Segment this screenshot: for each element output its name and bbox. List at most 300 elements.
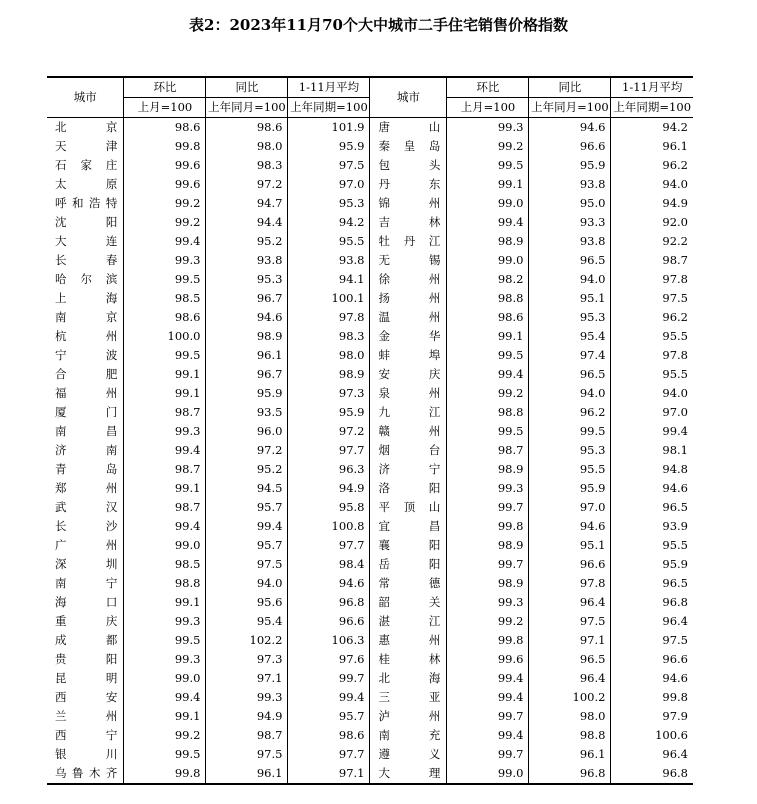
cell-avg-left: 94.9 <box>288 479 370 498</box>
cell-city-right: 常德 <box>370 574 447 593</box>
table-row <box>47 536 693 555</box>
header-mom-base-left: 上月=100 <box>124 98 206 118</box>
cell-city-left: 青岛 <box>55 462 118 476</box>
cell-mom-left: 99.3 <box>124 251 206 270</box>
cell-mom-left: 99.6 <box>124 156 206 175</box>
cell-avg-left: 95.7 <box>288 707 370 726</box>
cell-mom-left: 99.1 <box>124 365 206 384</box>
cell-yoy-right: 96.5 <box>529 251 611 270</box>
header-yoy-base-left: 上年同月=100 <box>206 98 288 118</box>
cell-city-right: 吉林 <box>370 213 447 232</box>
table-row <box>47 270 693 289</box>
cell-mom-left: 98.5 <box>124 555 206 574</box>
cell-city-left: 大连 <box>55 234 118 248</box>
cell-city-left: 济南 <box>55 443 118 457</box>
cell-city-left: 武汉 <box>55 500 118 514</box>
cell-yoy-right: 98.8 <box>529 726 611 745</box>
cell-mom-left: 99.5 <box>124 631 206 650</box>
cell-avg-left: 98.9 <box>288 365 370 384</box>
cell-yoy-left: 94.7 <box>206 194 288 213</box>
cell-yoy-right: 95.3 <box>529 441 611 460</box>
cell-mom-left: 99.4 <box>124 517 206 536</box>
cell-yoy-right: 94.6 <box>529 118 611 138</box>
cell-avg-left: 97.6 <box>288 650 370 669</box>
cell-mom-right: 99.2 <box>447 612 529 631</box>
cell-city-right: 扬州 <box>370 289 447 308</box>
table-row <box>47 726 693 745</box>
cell-yoy-left: 97.2 <box>206 441 288 460</box>
cell-yoy-left: 97.2 <box>206 175 288 194</box>
cell-mom-left: 98.6 <box>124 118 206 138</box>
cell-city-left: 天津 <box>55 139 118 153</box>
header-avg-base-left: 上年同期=100 <box>288 98 370 118</box>
cell-city-right: 金华 <box>370 327 447 346</box>
cell-city-left: 上海 <box>55 291 118 305</box>
cell-avg-right: 94.0 <box>611 384 693 403</box>
table-row <box>47 650 693 669</box>
cell-avg-left: 95.3 <box>288 194 370 213</box>
cell-mom-right: 99.5 <box>447 156 529 175</box>
cell-city-left: 广州 <box>55 538 118 552</box>
cell-mom-right: 99.7 <box>447 498 529 517</box>
cell-yoy-left: 102.2 <box>206 631 288 650</box>
cell-avg-left: 97.1 <box>288 764 370 784</box>
cell-avg-right: 97.8 <box>611 270 693 289</box>
cell-yoy-left: 96.0 <box>206 422 288 441</box>
cell-city-right: 桂林 <box>370 650 447 669</box>
cell-city-right: 蚌埠 <box>370 346 447 365</box>
cell-yoy-left: 95.2 <box>206 232 288 251</box>
cell-avg-right: 96.5 <box>611 498 693 517</box>
cell-avg-right: 96.5 <box>611 574 693 593</box>
table-row <box>47 289 693 308</box>
cell-avg-right: 95.5 <box>611 327 693 346</box>
cell-city-left: 西宁 <box>55 728 118 742</box>
cell-yoy-left: 94.6 <box>206 308 288 327</box>
cell-avg-right: 94.6 <box>611 669 693 688</box>
cell-mom-right: 99.7 <box>447 707 529 726</box>
cell-mom-right: 99.4 <box>447 669 529 688</box>
cell-mom-right: 99.1 <box>447 327 529 346</box>
cell-yoy-right: 95.4 <box>529 327 611 346</box>
cell-yoy-right: 96.4 <box>529 669 611 688</box>
price-index-table <box>47 76 693 785</box>
cell-yoy-right: 95.5 <box>529 460 611 479</box>
cell-yoy-left: 97.1 <box>206 669 288 688</box>
cell-mom-left: 99.0 <box>124 536 206 555</box>
cell-yoy-right: 93.8 <box>529 175 611 194</box>
cell-mom-right: 99.6 <box>447 650 529 669</box>
table-row <box>47 574 693 593</box>
table-row <box>47 669 693 688</box>
cell-yoy-right: 93.8 <box>529 232 611 251</box>
cell-avg-right: 96.2 <box>611 308 693 327</box>
cell-avg-right: 92.2 <box>611 232 693 251</box>
cell-yoy-left: 96.1 <box>206 764 288 784</box>
header-yoy-base-right: 上年同月=100 <box>529 98 611 118</box>
cell-yoy-left: 97.5 <box>206 745 288 764</box>
cell-mom-left: 99.8 <box>124 137 206 156</box>
cell-avg-right: 96.8 <box>611 593 693 612</box>
cell-mom-left: 99.5 <box>124 270 206 289</box>
table-row <box>47 422 693 441</box>
cell-city-right: 丹东 <box>370 175 447 194</box>
cell-avg-left: 96.6 <box>288 612 370 631</box>
cell-yoy-right: 94.6 <box>529 517 611 536</box>
cell-avg-left: 101.9 <box>288 118 370 138</box>
cell-city-right: 洛阳 <box>370 479 447 498</box>
cell-avg-left: 94.1 <box>288 270 370 289</box>
cell-mom-left: 99.4 <box>124 441 206 460</box>
cell-avg-left: 99.4 <box>288 688 370 707</box>
cell-yoy-right: 96.4 <box>529 593 611 612</box>
cell-yoy-left: 98.7 <box>206 726 288 745</box>
cell-avg-left: 98.6 <box>288 726 370 745</box>
cell-city-right: 泉州 <box>370 384 447 403</box>
cell-avg-right: 97.5 <box>611 631 693 650</box>
cell-yoy-left: 95.7 <box>206 498 288 517</box>
cell-avg-left: 97.3 <box>288 384 370 403</box>
cell-yoy-left: 94.5 <box>206 479 288 498</box>
cell-yoy-right: 95.1 <box>529 289 611 308</box>
cell-avg-right: 96.4 <box>611 745 693 764</box>
table-row <box>47 593 693 612</box>
cell-yoy-right: 97.0 <box>529 498 611 517</box>
cell-yoy-right: 94.0 <box>529 270 611 289</box>
cell-city-left: 长沙 <box>55 519 118 533</box>
table-row <box>47 517 693 536</box>
cell-avg-right: 94.0 <box>611 175 693 194</box>
cell-avg-right: 94.6 <box>611 479 693 498</box>
cell-city-left: 合肥 <box>55 367 118 381</box>
cell-mom-left: 98.6 <box>124 308 206 327</box>
table-row <box>47 194 693 213</box>
cell-mom-left: 99.1 <box>124 707 206 726</box>
cell-avg-left: 97.5 <box>288 156 370 175</box>
cell-yoy-left: 94.9 <box>206 707 288 726</box>
cell-avg-right: 96.6 <box>611 650 693 669</box>
cell-mom-left: 99.1 <box>124 593 206 612</box>
table-row <box>47 346 693 365</box>
cell-yoy-left: 95.7 <box>206 536 288 555</box>
cell-mom-left: 99.5 <box>124 745 206 764</box>
cell-mom-right: 99.2 <box>447 137 529 156</box>
cell-city-left: 杭州 <box>55 329 118 343</box>
cell-avg-left: 97.8 <box>288 308 370 327</box>
cell-city-left: 郑州 <box>55 481 118 495</box>
cell-city-right: 北海 <box>370 669 447 688</box>
cell-avg-left: 106.3 <box>288 631 370 650</box>
cell-mom-right: 99.7 <box>447 555 529 574</box>
cell-mom-left: 99.5 <box>124 346 206 365</box>
cell-avg-left: 100.1 <box>288 289 370 308</box>
header-avg-right: 1-11月平均 <box>611 77 693 98</box>
cell-mom-left: 99.4 <box>124 232 206 251</box>
cell-yoy-left: 96.7 <box>206 289 288 308</box>
cell-city-right: 南充 <box>370 726 447 745</box>
cell-city-left: 银川 <box>55 747 118 761</box>
cell-mom-right: 99.0 <box>447 194 529 213</box>
cell-yoy-right: 93.3 <box>529 213 611 232</box>
cell-mom-right: 99.4 <box>447 213 529 232</box>
cell-yoy-right: 97.8 <box>529 574 611 593</box>
table-row <box>47 175 693 194</box>
cell-avg-left: 96.8 <box>288 593 370 612</box>
cell-mom-right: 99.4 <box>447 688 529 707</box>
cell-yoy-left: 98.0 <box>206 137 288 156</box>
cell-avg-right: 93.9 <box>611 517 693 536</box>
cell-city-left: 兰州 <box>55 709 118 723</box>
table-row <box>47 403 693 422</box>
cell-avg-right: 94.9 <box>611 194 693 213</box>
cell-mom-right: 98.8 <box>447 289 529 308</box>
cell-avg-left: 94.2 <box>288 213 370 232</box>
cell-yoy-left: 98.9 <box>206 327 288 346</box>
cell-mom-right: 99.7 <box>447 745 529 764</box>
cell-mom-right: 98.6 <box>447 308 529 327</box>
table-row <box>47 745 693 764</box>
cell-city-right: 平顶山 <box>370 498 447 517</box>
table-row <box>47 479 693 498</box>
cell-mom-left: 99.3 <box>124 650 206 669</box>
cell-mom-left: 98.7 <box>124 498 206 517</box>
header-yoy-right: 同比 <box>529 77 611 98</box>
table-row <box>47 327 693 346</box>
cell-yoy-right: 100.2 <box>529 688 611 707</box>
cell-city-left: 北京 <box>55 120 118 134</box>
cell-yoy-left: 93.5 <box>206 403 288 422</box>
cell-avg-right: 96.2 <box>611 156 693 175</box>
cell-yoy-left: 94.4 <box>206 213 288 232</box>
cell-yoy-right: 95.9 <box>529 156 611 175</box>
table-row <box>47 498 693 517</box>
cell-city-right: 惠州 <box>370 631 447 650</box>
cell-city-right: 唐山 <box>370 118 447 138</box>
table-row <box>47 365 693 384</box>
cell-yoy-left: 97.5 <box>206 555 288 574</box>
table-row <box>47 137 693 156</box>
cell-city-right: 宜昌 <box>370 517 447 536</box>
cell-yoy-right: 95.3 <box>529 308 611 327</box>
header-avg-left: 1-11月平均 <box>288 77 370 98</box>
cell-city-left: 福州 <box>55 386 118 400</box>
cell-mom-right: 98.7 <box>447 441 529 460</box>
cell-yoy-right: 96.8 <box>529 764 611 784</box>
cell-avg-left: 97.7 <box>288 441 370 460</box>
cell-mom-left: 100.0 <box>124 327 206 346</box>
cell-avg-left: 97.7 <box>288 536 370 555</box>
cell-mom-right: 99.2 <box>447 384 529 403</box>
cell-yoy-left: 96.7 <box>206 365 288 384</box>
cell-city-left: 贵阳 <box>55 652 118 666</box>
cell-city-right: 赣州 <box>370 422 447 441</box>
cell-avg-right: 95.9 <box>611 555 693 574</box>
cell-avg-left: 98.3 <box>288 327 370 346</box>
cell-yoy-left: 95.9 <box>206 384 288 403</box>
cell-mom-right: 99.4 <box>447 365 529 384</box>
cell-city-left: 南昌 <box>55 424 118 438</box>
cell-mom-left: 98.7 <box>124 460 206 479</box>
cell-avg-left: 94.6 <box>288 574 370 593</box>
cell-mom-right: 99.3 <box>447 118 529 138</box>
table-row <box>47 441 693 460</box>
cell-city-left: 沈阳 <box>55 215 118 229</box>
cell-city-left: 太原 <box>55 177 118 191</box>
cell-avg-right: 99.8 <box>611 688 693 707</box>
cell-city-left: 厦门 <box>55 405 118 419</box>
cell-yoy-left: 99.4 <box>206 517 288 536</box>
cell-city-right: 烟台 <box>370 441 447 460</box>
cell-city-left: 海口 <box>55 595 118 609</box>
cell-mom-right: 99.8 <box>447 517 529 536</box>
header-mom-left: 环比 <box>124 77 206 98</box>
cell-yoy-right: 94.0 <box>529 384 611 403</box>
header-avg-base-right: 上年同期=100 <box>611 98 693 118</box>
cell-mom-right: 99.3 <box>447 479 529 498</box>
cell-avg-left: 97.2 <box>288 422 370 441</box>
cell-mom-right: 98.9 <box>447 460 529 479</box>
cell-city-right: 大理 <box>370 764 447 784</box>
cell-avg-left: 95.5 <box>288 232 370 251</box>
cell-yoy-left: 99.3 <box>206 688 288 707</box>
table-row <box>47 688 693 707</box>
cell-mom-left: 99.2 <box>124 194 206 213</box>
cell-yoy-right: 96.6 <box>529 555 611 574</box>
cell-yoy-left: 96.1 <box>206 346 288 365</box>
header-mom-right: 环比 <box>447 77 529 98</box>
cell-avg-right: 100.6 <box>611 726 693 745</box>
table-row <box>47 156 693 175</box>
cell-avg-right: 99.4 <box>611 422 693 441</box>
table-row <box>47 232 693 251</box>
cell-yoy-right: 98.0 <box>529 707 611 726</box>
cell-yoy-left: 98.6 <box>206 118 288 138</box>
cell-avg-left: 98.0 <box>288 346 370 365</box>
cell-city-right: 遵义 <box>370 745 447 764</box>
cell-mom-left: 98.8 <box>124 574 206 593</box>
cell-avg-left: 95.9 <box>288 403 370 422</box>
cell-mom-right: 98.9 <box>447 536 529 555</box>
table-row <box>47 707 693 726</box>
cell-avg-right: 94.2 <box>611 118 693 138</box>
cell-yoy-right: 97.5 <box>529 612 611 631</box>
cell-yoy-right: 95.0 <box>529 194 611 213</box>
cell-city-left: 长春 <box>55 253 118 267</box>
cell-mom-left: 99.4 <box>124 688 206 707</box>
cell-city-left: 乌鲁木齐 <box>47 764 124 784</box>
table-row <box>47 251 693 270</box>
cell-city-right: 徐州 <box>370 270 447 289</box>
cell-mom-left: 98.5 <box>124 289 206 308</box>
table-row <box>47 384 693 403</box>
cell-avg-left: 95.9 <box>288 137 370 156</box>
cell-city-right: 济宁 <box>370 460 447 479</box>
cell-mom-right: 99.0 <box>447 251 529 270</box>
cell-avg-right: 97.0 <box>611 403 693 422</box>
cell-avg-left: 99.7 <box>288 669 370 688</box>
cell-mom-right: 98.9 <box>447 232 529 251</box>
cell-city-left: 南京 <box>55 310 118 324</box>
cell-city-right: 温州 <box>370 308 447 327</box>
cell-avg-left: 93.8 <box>288 251 370 270</box>
table-title: 表2：2023年11月70个大中城市二手住宅销售价格指数 <box>189 16 568 34</box>
cell-avg-right: 96.8 <box>611 764 693 784</box>
cell-mom-left: 99.3 <box>124 422 206 441</box>
table-row <box>47 631 693 650</box>
cell-yoy-left: 95.2 <box>206 460 288 479</box>
cell-yoy-right: 95.1 <box>529 536 611 555</box>
cell-avg-right: 96.4 <box>611 612 693 631</box>
cell-avg-left: 95.8 <box>288 498 370 517</box>
cell-mom-right: 98.9 <box>447 574 529 593</box>
cell-mom-right: 99.3 <box>447 593 529 612</box>
cell-yoy-left: 95.4 <box>206 612 288 631</box>
cell-avg-left: 96.3 <box>288 460 370 479</box>
cell-avg-right: 95.5 <box>611 536 693 555</box>
cell-yoy-right: 96.5 <box>529 365 611 384</box>
cell-mom-left: 99.8 <box>124 764 206 784</box>
cell-avg-right: 97.5 <box>611 289 693 308</box>
cell-avg-left: 100.8 <box>288 517 370 536</box>
cell-avg-right: 97.8 <box>611 346 693 365</box>
cell-avg-right: 92.0 <box>611 213 693 232</box>
cell-yoy-right: 95.9 <box>529 479 611 498</box>
cell-city-left: 哈尔滨 <box>55 272 118 286</box>
cell-mom-right: 99.8 <box>447 631 529 650</box>
cell-mom-left: 99.1 <box>124 479 206 498</box>
cell-mom-left: 99.6 <box>124 175 206 194</box>
table-row <box>47 308 693 327</box>
cell-city-left: 宁波 <box>55 348 118 362</box>
cell-yoy-right: 99.5 <box>529 422 611 441</box>
cell-mom-left: 99.1 <box>124 384 206 403</box>
cell-city-left: 昆明 <box>55 671 118 685</box>
cell-mom-left: 99.3 <box>124 612 206 631</box>
cell-yoy-right: 96.6 <box>529 137 611 156</box>
cell-yoy-right: 97.1 <box>529 631 611 650</box>
cell-yoy-right: 96.1 <box>529 745 611 764</box>
cell-city-right: 锦州 <box>370 194 447 213</box>
cell-yoy-left: 94.0 <box>206 574 288 593</box>
cell-yoy-right: 96.2 <box>529 403 611 422</box>
cell-city-left: 深圳 <box>55 557 118 571</box>
table-row <box>47 764 693 784</box>
cell-mom-right: 99.1 <box>447 175 529 194</box>
table-row <box>47 460 693 479</box>
cell-avg-right: 98.1 <box>611 441 693 460</box>
header-yoy-left: 同比 <box>206 77 288 98</box>
cell-mom-left: 99.0 <box>124 669 206 688</box>
header-mom-base-right: 上月=100 <box>447 98 529 118</box>
cell-yoy-right: 96.5 <box>529 650 611 669</box>
cell-city-right: 泸州 <box>370 707 447 726</box>
cell-mom-left: 98.7 <box>124 403 206 422</box>
header-city-right: 城市 <box>370 77 447 118</box>
cell-avg-right: 96.1 <box>611 137 693 156</box>
cell-city-left: 石家庄 <box>55 158 118 172</box>
cell-mom-right: 98.8 <box>447 403 529 422</box>
cell-mom-left: 99.2 <box>124 726 206 745</box>
cell-avg-right: 97.9 <box>611 707 693 726</box>
cell-city-right: 牡丹江 <box>370 232 447 251</box>
cell-yoy-left: 95.3 <box>206 270 288 289</box>
cell-city-right: 湛江 <box>370 612 447 631</box>
cell-city-left: 南宁 <box>55 576 118 590</box>
cell-mom-right: 99.5 <box>447 422 529 441</box>
cell-yoy-left: 93.8 <box>206 251 288 270</box>
cell-avg-right: 94.8 <box>611 460 693 479</box>
cell-avg-left: 97.0 <box>288 175 370 194</box>
